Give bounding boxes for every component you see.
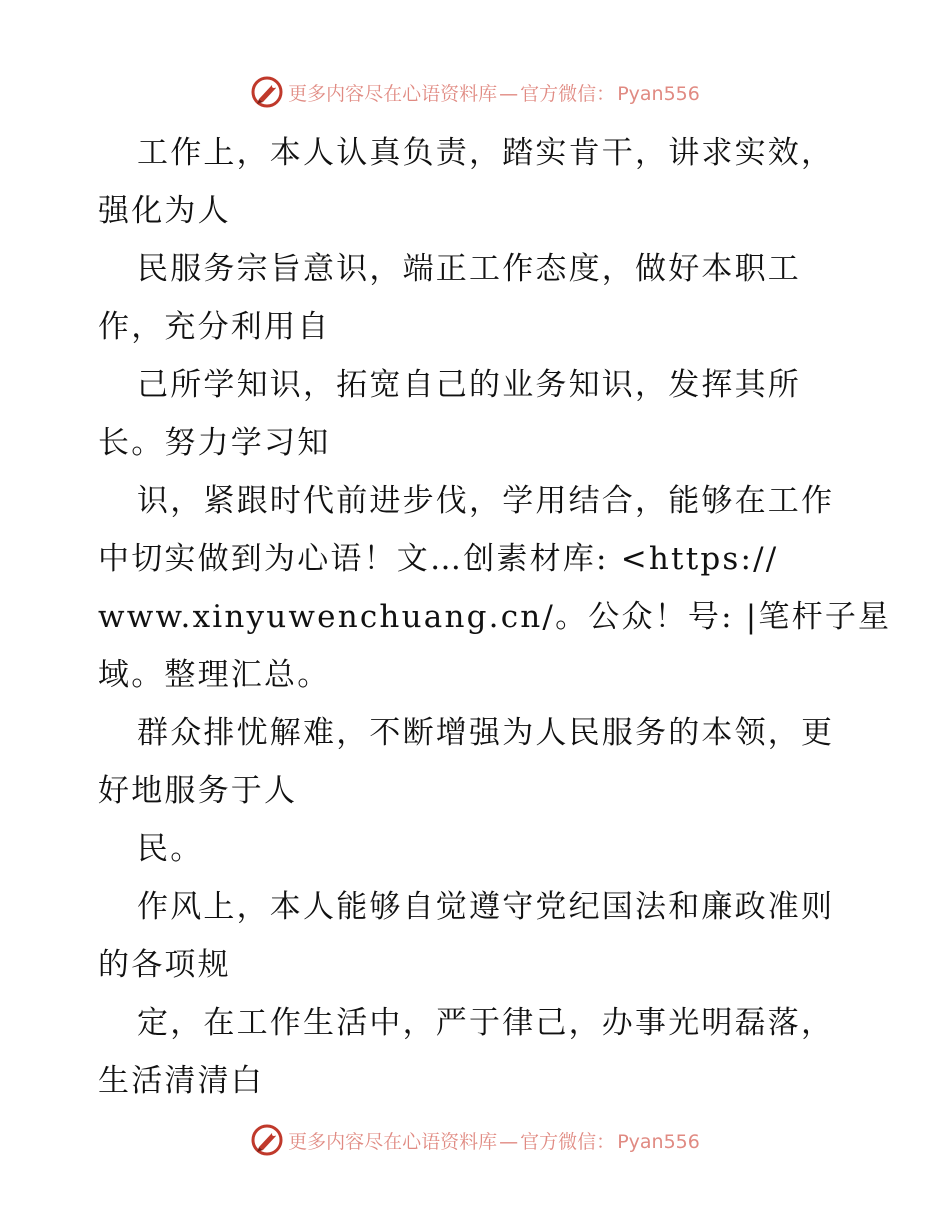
body-line: 定，在工作生活中，严于律己，办事光明磊落， bbox=[137, 1005, 835, 1041]
pen-logo-icon bbox=[250, 1123, 284, 1157]
footer-banner bbox=[0, 1120, 950, 1160]
body-line: 长。努力学习知 bbox=[98, 425, 331, 461]
body-line: 生活清清白 bbox=[98, 1063, 264, 1099]
body-line: 强化为人 bbox=[98, 193, 231, 229]
body-line: 好地服务于人 bbox=[98, 773, 298, 809]
pen-logo-icon bbox=[250, 75, 284, 109]
header-wechat-label: 官方微信： bbox=[520, 82, 616, 105]
header-text bbox=[288, 79, 700, 106]
body-line: 己所学知识，拓宽自己的业务知识，发挥其所 bbox=[137, 367, 801, 403]
footer-wechat-id: Pyan556 bbox=[617, 1130, 700, 1153]
body-line: 作风上，本人能够自觉遵守党纪国法和廉政准则 bbox=[137, 889, 835, 925]
body-line: 中切实做到为心语！文…创素材库: <https:// bbox=[98, 541, 779, 577]
document-body bbox=[98, 124, 892, 1110]
body-line: 民服务宗旨意识，端正工作态度，做好本职工 bbox=[137, 251, 801, 287]
footer-wechat-label: 官方微信： bbox=[520, 1130, 616, 1153]
header-wechat-id: Pyan556 bbox=[617, 82, 700, 105]
body-line: 群众排忧解难，不断增强为人民服务的本领，更 bbox=[137, 715, 835, 751]
body-line: www.xinyuwenchuang.cn/。公众！号: |笔杆子星 bbox=[98, 599, 892, 635]
body-line: 工作上，本人认真负责，踏实肯干，讲求实效， bbox=[137, 135, 835, 171]
body-line: 的各项规 bbox=[98, 947, 231, 983]
header-banner bbox=[0, 72, 950, 112]
body-line: 作，充分利用自 bbox=[98, 309, 331, 345]
footer-site-text: 更多内容尽在心语资料库 bbox=[288, 1130, 498, 1153]
footer-text bbox=[288, 1127, 700, 1154]
header-site-text: 更多内容尽在心语资料库 bbox=[288, 82, 498, 105]
header-separator: — bbox=[499, 82, 519, 105]
body-line: 识，紧跟时代前进步伐，学用结合，能够在工作 bbox=[137, 483, 835, 519]
body-line: 域。整理汇总。 bbox=[98, 657, 331, 693]
body-line: 民。 bbox=[137, 831, 204, 867]
footer-separator: — bbox=[499, 1130, 519, 1153]
